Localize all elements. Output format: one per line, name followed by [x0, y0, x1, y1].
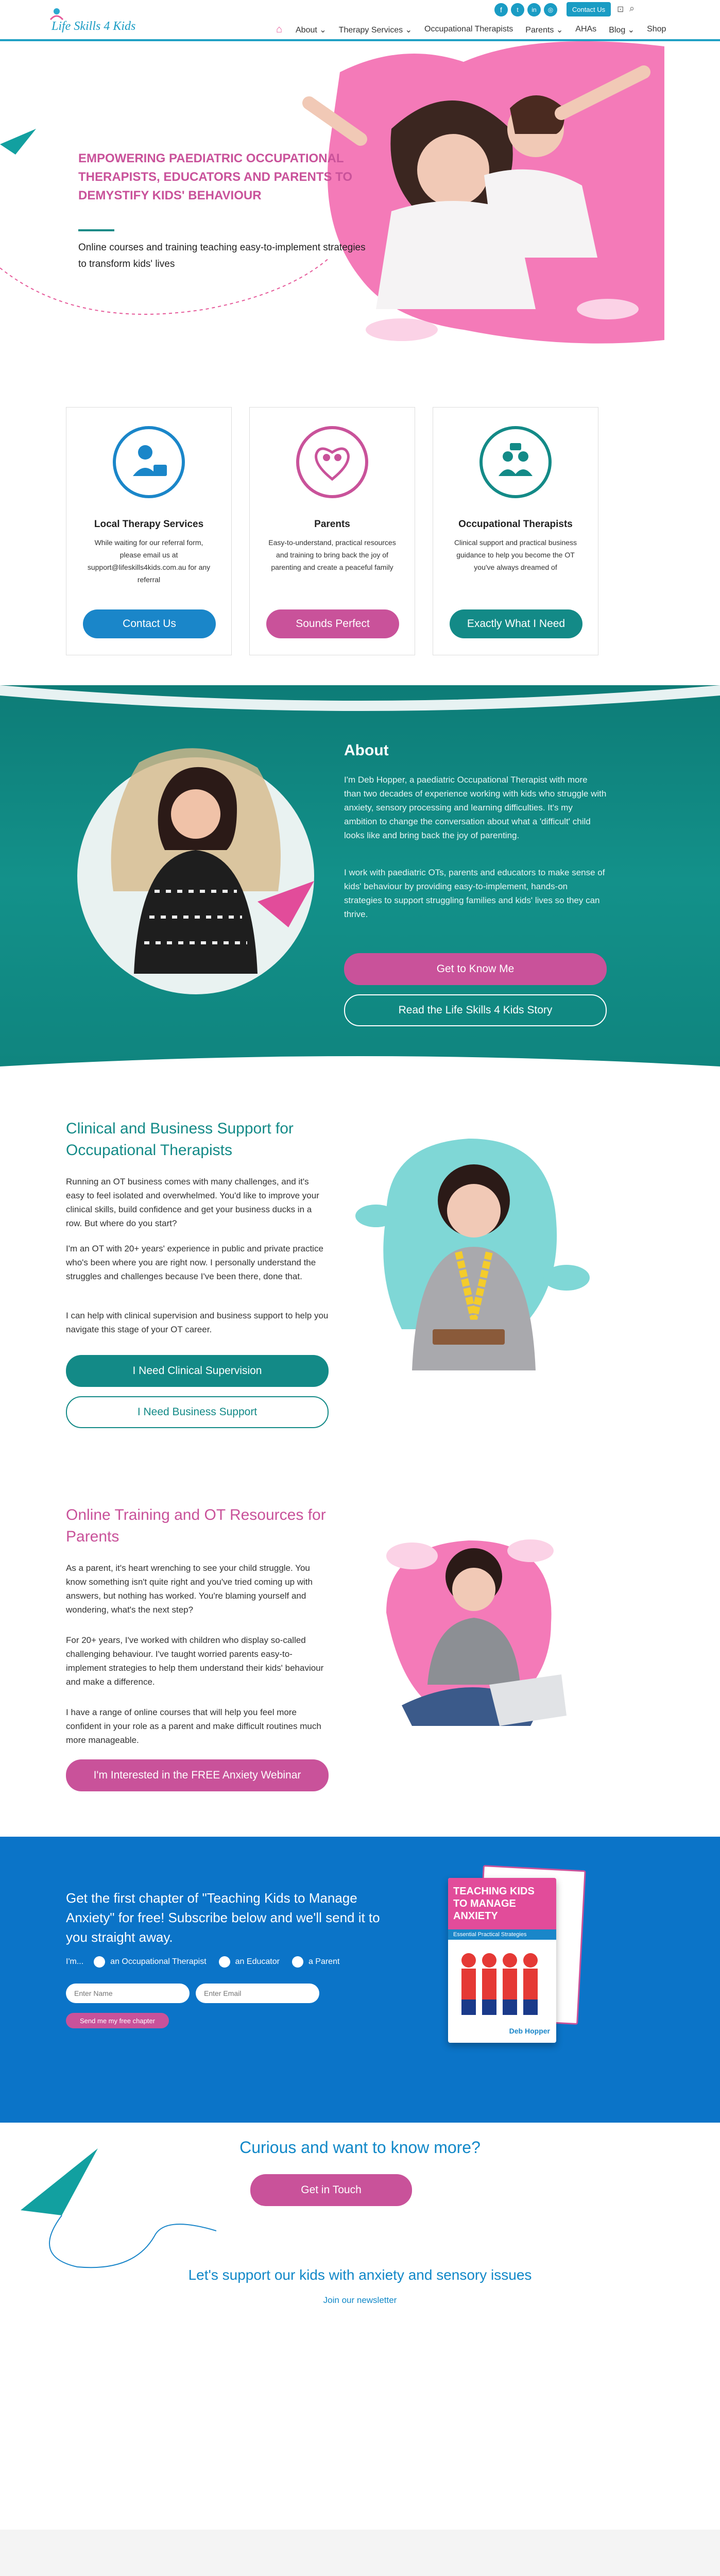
hero-decor [0, 41, 720, 381]
hero-divider [78, 229, 114, 231]
nav-ahas[interactable]: AHAs [575, 25, 597, 33]
parents-heart-icon [296, 426, 368, 498]
card-parents [249, 407, 415, 655]
logo[interactable] [46, 4, 149, 35]
sounds-perfect-button[interactable]: Sounds Perfect [266, 609, 399, 638]
ebook-signup-section [0, 1837, 720, 2123]
hero-headline: EMPOWERING PAEDIATRIC OCCUPATIONAL THERAPISTS, EDUCATORS AND PARENTS TO DEMYSTIFY KIDS' BEHAVIOUR [78, 151, 353, 202]
card-title: Occupational Therapists [458, 519, 573, 530]
social-icons [494, 3, 557, 16]
radio-parent-label: a Parent [308, 1957, 340, 1966]
ot-paragraph-2: I'm an OT with 20+ years' experience in public and private practice who's been where you are right now. I personally understand the struggles and challenges because I've been there, done that. [66, 1244, 323, 1281]
logo-text: Life Skills 4 Kids [52, 20, 136, 33]
card-title: Parents [314, 519, 350, 530]
cart-icon[interactable]: ⊡ [617, 5, 624, 14]
instagram-icon[interactable]: ◎ [544, 3, 557, 16]
read-story-button[interactable]: Read the Life Skills 4 Kids Story [344, 994, 607, 1026]
book-illustration [448, 1940, 556, 2022]
parents-paragraph-1: As a parent, it's heart wrenching to see your child struggle. You know something isn't quite right and you've tried coming up with answers, but nothing has worked. You're blaming yourself and wondering, what's the next step? [66, 1563, 313, 1615]
cta-title: Curious and want to know more? [239, 2138, 481, 2157]
main-nav [296, 25, 678, 35]
parents-photo [355, 1520, 582, 1757]
im-label: I'm... [66, 1957, 84, 1966]
contact-us-button[interactable]: Contact Us [567, 2, 611, 16]
paper-plane-decor [0, 2102, 216, 2277]
parents-title: Online Training and OT Resources for Parents [66, 1506, 326, 1545]
get-in-touch-button[interactable]: Get in Touch [250, 2174, 412, 2206]
get-to-know-me-button[interactable]: Get to Know Me [344, 953, 607, 985]
name-input[interactable] [66, 1984, 190, 2003]
radio-ot-label: an Occupational Therapist [110, 1957, 207, 1966]
nav-occupational-therapists[interactable]: Occupational Therapists [424, 25, 513, 33]
footer-spacer-band [0, 2530, 720, 2576]
contact-us-card-button[interactable]: Contact Us [83, 609, 216, 638]
nav-parents[interactable]: Parents ⌄ [525, 26, 563, 35]
ot-paragraph-3: I can help with clinical supervision and business support to help you navigate this stage of your OT career. [66, 1311, 329, 1334]
about-section [0, 685, 720, 1077]
twitter-icon[interactable]: t [511, 3, 524, 16]
ot-title: Clinical and Business Support for Occupational Therapists [66, 1120, 294, 1159]
book-author: Deb Hopper [509, 2027, 550, 2035]
business-support-button[interactable]: I Need Business Support [66, 1396, 329, 1428]
radio-parent[interactable] [292, 1956, 303, 1968]
nav-about[interactable]: About ⌄ [296, 26, 327, 35]
card-text: Clinical support and practical business guidance to help you become the OT you've always dreamed of [454, 538, 577, 571]
ot-people-icon [479, 426, 552, 498]
radio-educator-label: an Educator [235, 1957, 280, 1966]
card-text: While waiting for our referral form, please email us at support@lifeskills4kids.com.au for any referral [87, 538, 211, 584]
book-title: TEACHING KIDS TO MANAGE ANXIETY [448, 1878, 556, 1929]
hero-section [0, 41, 720, 381]
email-input[interactable] [196, 1984, 319, 2003]
about-title: About [344, 742, 389, 759]
linkedin-icon[interactable]: in [527, 3, 541, 16]
book-subtitle: Essential Practical Strategies [448, 1929, 556, 1940]
clinical-supervision-button[interactable]: I Need Clinical Supervision [66, 1355, 329, 1387]
about-paragraph-1: I'm Deb Hopper, a paediatric Occupational Therapist with more than two decades of experience working with kids who struggle with anxiety, sensory processing and learning difficulties. It's my ambition to change the conversation about what a 'difficult' child looks like and bring back the joy of parenting. [344, 775, 607, 840]
parents-paragraph-2: For 20+ years, I've worked with children who display so-called challenging behaviour. I've taught worried parents easy-to-implement strategies to help them understand their kids' behaviour and make a difference. [66, 1635, 324, 1687]
role-selector [66, 1956, 339, 1968]
site-header [0, 0, 720, 41]
home-icon[interactable]: ⌂ [276, 24, 283, 35]
nav-blog[interactable]: Blog ⌄ [609, 26, 635, 35]
about-paragraph-2: I work with paediatric OTs, parents and educators to make sense of kids' behaviour by providing easy-to-implement, hands-on strategies to support struggling families and kids' lives so they can thrive. [344, 868, 605, 919]
hero-subtext: Online courses and training teaching easy-to-implement strategies to transform kids' lives [78, 242, 366, 269]
card-title: Local Therapy Services [94, 519, 204, 530]
ebook-title: Get the first chapter of "Teaching Kids to Manage Anxiety" for free! Subscribe below and we'll send it to you straight away. [66, 1890, 380, 1945]
card-text: Easy-to-understand, practical resources and training to bring back the joy of parenting and create a peaceful family [268, 538, 396, 571]
newsletter-link[interactable]: Join our newsletter [323, 2295, 397, 2305]
card-occupational-therapists [433, 407, 598, 655]
therapy-services-icon [113, 426, 185, 498]
send-chapter-button[interactable]: Send me my free chapter [66, 2013, 169, 2028]
facebook-icon[interactable]: f [494, 3, 508, 16]
nav-shop[interactable]: Shop [647, 25, 666, 33]
parents-paragraph-3: I have a range of online courses that will help you feel more confident in your role as a parent and make difficult routines much more manageable. [66, 1707, 321, 1745]
book-cover [448, 1878, 556, 2043]
exactly-what-i-need-button[interactable]: Exactly What I Need [450, 609, 582, 638]
newsletter-title: Let's support our kids with anxiety and sensory issues [188, 2267, 532, 2283]
nav-therapy-services[interactable]: Therapy Services ⌄ [338, 26, 413, 35]
ot-photo [355, 1123, 592, 1422]
radio-ot[interactable] [94, 1956, 105, 1968]
ot-paragraph-1: Running an OT business comes with many challenges, and it's easy to feel isolated and overwhelmed. You'd like to improve your clinical skills, build confidence and get your business ducks in a row. But where do you start? [66, 1177, 319, 1228]
card-local-therapy [66, 407, 232, 655]
anxiety-webinar-button[interactable]: I'm Interested in the FREE Anxiety Webinar [66, 1759, 329, 1791]
search-icon[interactable]: ⌕ [629, 3, 635, 13]
radio-educator[interactable] [219, 1956, 230, 1968]
